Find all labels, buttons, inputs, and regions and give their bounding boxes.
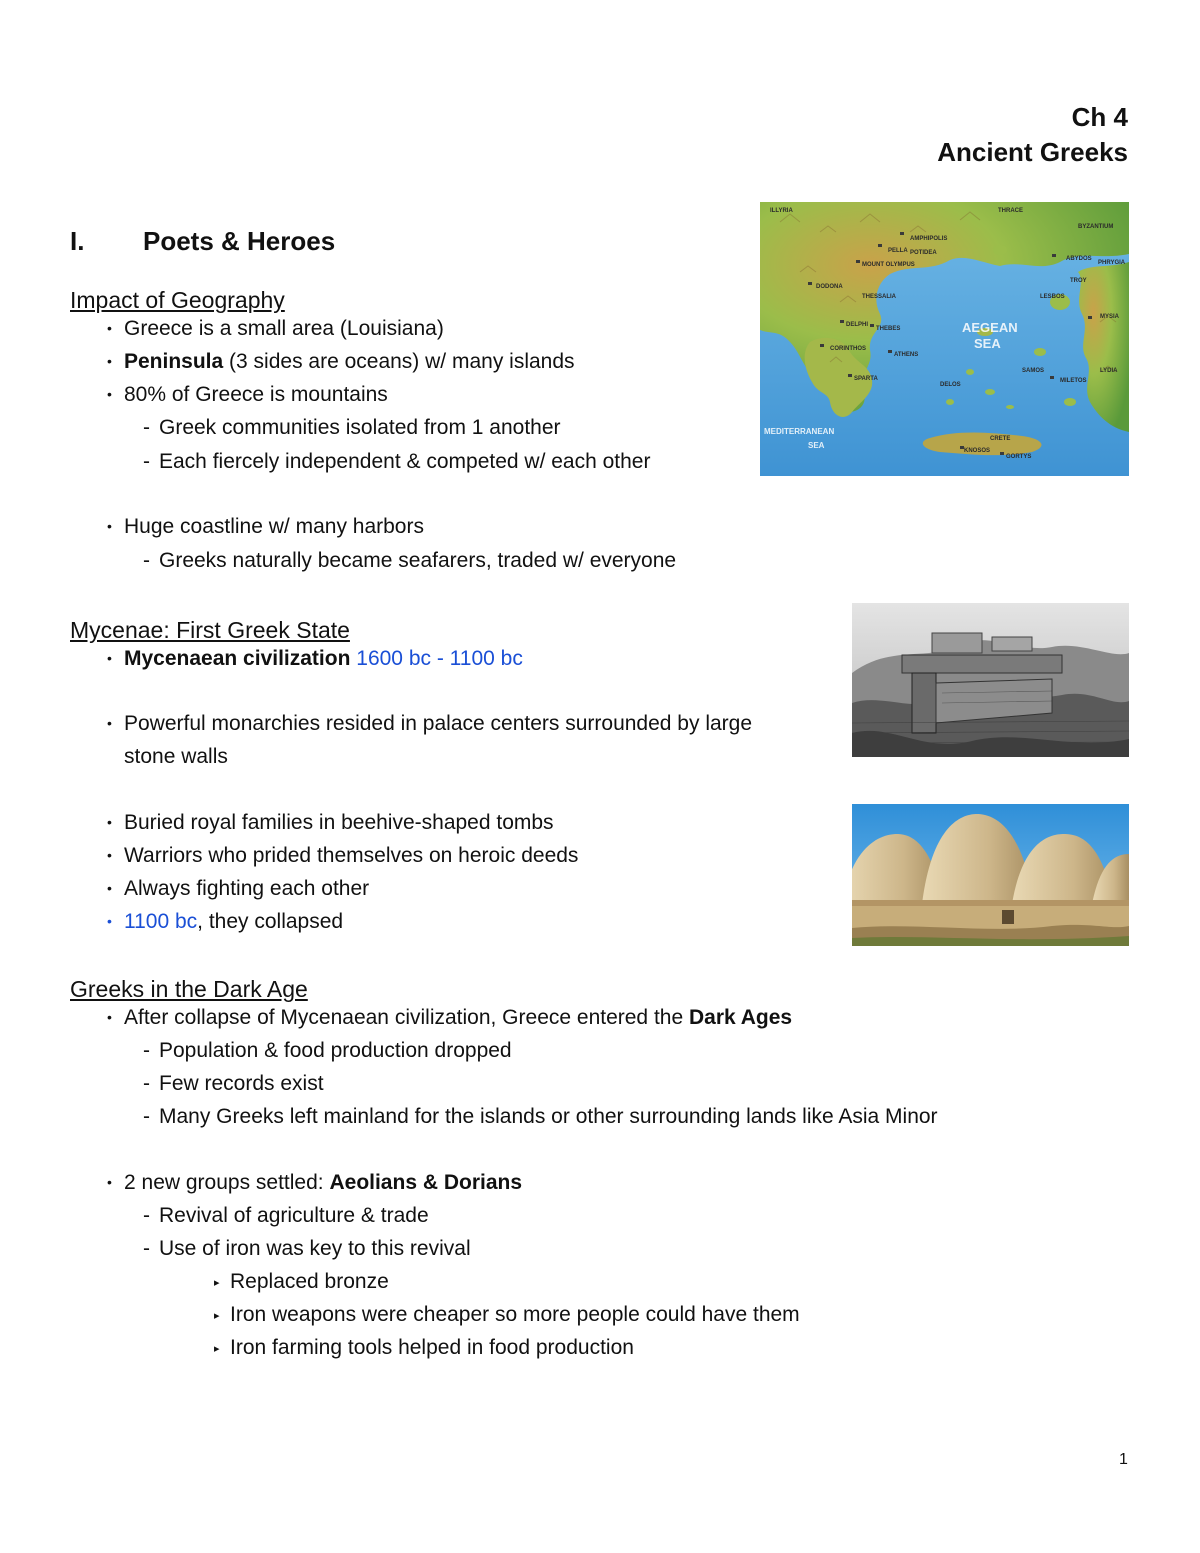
bullet-icon: • [107, 518, 112, 534]
map-label: THRACE [998, 208, 1023, 214]
map-label: PHRYGIA [1098, 260, 1126, 266]
map-label: THEBES [876, 326, 901, 332]
sub-list-item: Few records exist [159, 1072, 324, 1095]
heading-dark-age: Greeks in the Dark Age [70, 976, 308, 1002]
map-label: CORINTHOS [830, 346, 866, 352]
sub-list-item: Greek communities isolated from 1 another [159, 416, 561, 439]
list-item: Always fighting each other [124, 877, 370, 900]
bullet-icon: • [107, 1174, 112, 1190]
map-label: ATHENS [894, 352, 919, 358]
list-item [124, 647, 523, 671]
list-item [124, 1006, 792, 1030]
map-label: MOUNT OLYMPUS [862, 262, 915, 268]
map-label: MEDITERRANEAN [764, 427, 835, 436]
list-item: Huge coastline w/ many harbors [124, 515, 424, 538]
dash-icon: - [143, 450, 150, 473]
bullet-icon: • [107, 1009, 112, 1025]
map-label: DELPHI [846, 322, 869, 328]
map-label: ILLYRIA [770, 208, 793, 214]
triangle-bullet-icon: ▸ [214, 1310, 220, 1322]
chapter-number: Ch 4 [1071, 102, 1128, 132]
sub-list-item: Use of iron was key to this revival [159, 1237, 471, 1260]
map-label: SEA [974, 336, 1001, 351]
dash-icon: - [143, 416, 150, 439]
sub-sub-list-item: Iron weapons were cheaper so more people could have them [230, 1303, 800, 1326]
page-number: 1 [1119, 1451, 1128, 1468]
section-title: Poets & Heroes [143, 226, 336, 256]
bullet-icon: • [107, 715, 112, 731]
map-label: TROY [1070, 278, 1087, 284]
heading-mycenae: Mycenae: First Greek State [70, 617, 350, 643]
sub-sub-list-item: Replaced bronze [230, 1270, 389, 1293]
dash-icon: - [143, 1039, 150, 1062]
map-label: SPARTA [854, 376, 878, 382]
bullet-icon: • [107, 880, 112, 896]
triangle-bullet-icon: ▸ [214, 1343, 220, 1355]
beehive-tombs-image [852, 804, 1129, 946]
sub-list-item: Each fiercely independent & competed w/ each other [159, 450, 651, 473]
list-item: Buried royal families in beehive-shaped tombs [124, 811, 554, 834]
map-label: GORTYS [1006, 454, 1032, 460]
sub-list-item: Revival of agriculture & trade [159, 1204, 429, 1227]
list-item [124, 350, 575, 374]
bullet-icon: • [107, 320, 112, 336]
list-item: Warriors who prided themselves on heroic deeds [124, 844, 579, 867]
map-label: KNOSOS [964, 448, 991, 454]
dash-icon: - [143, 549, 150, 572]
map-label: MILETOS [1060, 378, 1087, 384]
sub-sub-list-item: Iron farming tools helped in food production [230, 1336, 634, 1359]
map-label: POTIDEA [910, 250, 937, 256]
list-item [124, 910, 343, 934]
map-label: AMPHIPOLIS [910, 236, 948, 242]
bold-term: Dark Ages [688, 1006, 793, 1029]
dash-icon: - [143, 1204, 150, 1227]
list-item-text: After collapse of Mycenaean civilization, Greece entered the [124, 1006, 689, 1029]
bullet-icon: • [107, 814, 112, 830]
map-label: DODONA [816, 284, 843, 290]
list-item: 80% of Greece is mountains [124, 383, 388, 406]
list-item [124, 1171, 522, 1195]
map-label: THESSALIA [862, 294, 897, 300]
map-label: DELOS [940, 382, 961, 388]
list-item-text: (3 sides are oceans) w/ many islands [223, 350, 575, 373]
list-item: Greece is a small area (Louisiana) [124, 317, 444, 340]
page-title: Ancient Greeks [937, 137, 1128, 167]
date: 1100 bc [124, 910, 198, 933]
bold-term: Peninsula [124, 350, 224, 373]
dash-icon: - [143, 1105, 150, 1128]
sub-list-item: Population & food production dropped [159, 1039, 512, 1062]
list-item: Powerful monarchies resided in palace centers surrounded by large [124, 712, 753, 735]
map-of-greece-image [760, 202, 1129, 476]
bold-term: Aeolians & Dorians [329, 1171, 523, 1194]
heading-geography: Impact of Geography [70, 287, 285, 313]
map-label: MYSIA [1100, 314, 1120, 320]
map-label: BYZANTIUM [1078, 224, 1114, 230]
map-label: CRETE [990, 436, 1011, 442]
mycenae-palace-image [852, 603, 1129, 757]
triangle-bullet-icon: ▸ [214, 1277, 220, 1289]
bullet-icon: • [107, 847, 112, 863]
bullet-icon: • [107, 650, 112, 666]
map-label: PELLA [888, 248, 908, 254]
section-numeral: I. [70, 226, 85, 256]
map-label: ABYDOS [1066, 256, 1092, 262]
list-item-text: , they collapsed [197, 910, 344, 933]
map-label: AEGEAN [962, 320, 1018, 335]
map-label: LESBOS [1040, 294, 1065, 300]
dash-icon: - [143, 1072, 150, 1095]
list-item-text: 2 new groups settled: [124, 1171, 330, 1194]
sub-list-item: Greeks naturally became seafarers, traded w/ everyone [159, 549, 677, 572]
bullet-icon: • [107, 386, 112, 402]
sub-list-item: Many Greeks left mainland for the islands or other surrounding lands like Asia Minor [159, 1105, 938, 1128]
bullet-icon: • [107, 913, 112, 929]
date-range: 1600 bc - 1100 bc [356, 647, 523, 670]
bullet-icon: • [107, 353, 112, 369]
map-label: LYDIA [1100, 368, 1118, 374]
dash-icon: - [143, 1237, 150, 1260]
bold-term: Mycenaean civilization [124, 647, 351, 670]
map-label: SAMOS [1022, 368, 1045, 374]
list-item-continuation: stone walls [124, 745, 228, 768]
map-label: SEA [808, 441, 825, 450]
